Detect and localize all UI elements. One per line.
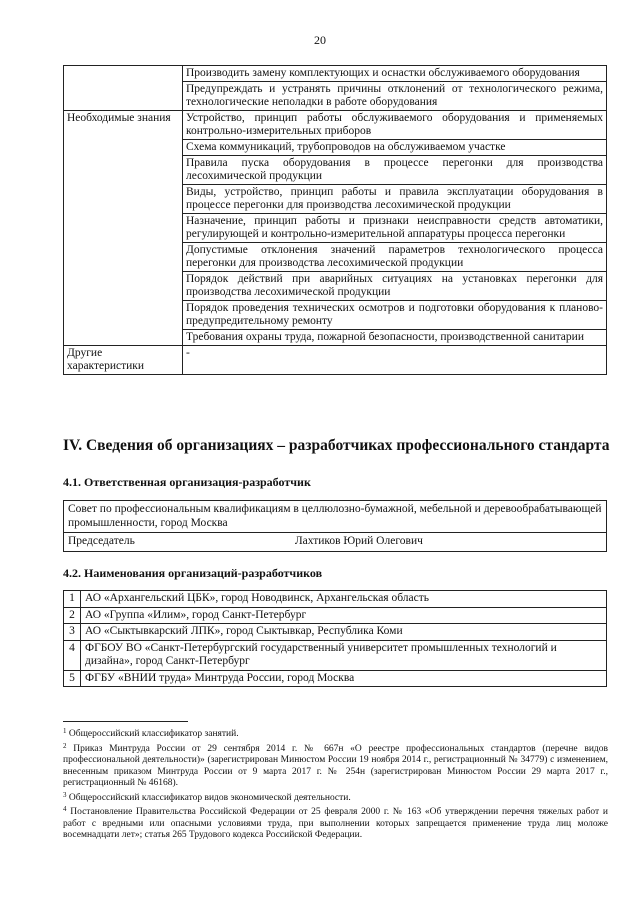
table-row — [64, 533, 607, 552]
table-row — [64, 607, 607, 624]
table-row — [64, 640, 607, 670]
knowledge-item: Порядок действий при аварийных ситуациях на установках перегонки для производства лесохимической продукции — [183, 272, 607, 301]
section-heading: IV. Сведения об организациях – разработчиках профессионального стандарта — [63, 437, 610, 454]
subheading-responsible: 4.1. Ответственная организация-разработчик — [63, 475, 311, 489]
knowledge-item: Назначение, принцип работы и признаки неисправности средств автоматики, регулирующей и контрольно-измерительной аппаратуры процесса перегонки — [183, 214, 607, 243]
row-number: 4 — [64, 640, 81, 670]
row-label — [64, 66, 183, 111]
row-number: 1 — [64, 591, 81, 608]
knowledge-item: Порядок проведения технических осмотров и подготовки оборудования к планово-предупредительному ремонту — [183, 301, 607, 330]
knowledge-item: Схема коммуникаций, трубопроводов на обслуживаемом участке — [183, 140, 607, 156]
chair-cell — [64, 533, 607, 552]
chair-label: Председатель — [68, 535, 135, 547]
responsible-org-table — [63, 500, 607, 552]
organizations-table — [63, 590, 607, 687]
footnote-number: 4 — [63, 805, 67, 813]
footnote-text: Общероссийский классификатор видов экономической деятельности. — [68, 792, 351, 803]
table-row — [64, 501, 607, 533]
organization-name: АО «Группа «Илим», город Санкт-Петербург — [81, 607, 607, 624]
footnotes — [63, 726, 608, 842]
other-item: - — [183, 346, 607, 375]
knowledge-item: Виды, устройство, принцип работы и правила эксплуатации оборудования в процессе перегонки для производства лесохимической продукции — [183, 185, 607, 214]
organization-name: ФГБОУ ВО «Санкт-Петербургский государственный университет промышленных технологий и дизайна», город Санкт-Петербург — [81, 640, 607, 670]
footnote-divider — [63, 721, 188, 722]
row-label-other: Другие характеристики — [64, 346, 183, 375]
footnote — [63, 741, 608, 790]
table-row — [64, 111, 607, 140]
row-label-knowledge: Необходимые знания — [64, 111, 183, 346]
row-number: 2 — [64, 607, 81, 624]
footnote-text: Общероссийский классификатор занятий. — [68, 729, 239, 739]
chair-name: Лахтиков Юрий Олегович — [294, 535, 423, 547]
skills-table — [63, 65, 607, 375]
subheading-organizations: 4.2. Наименования организаций-разработчиков — [63, 566, 323, 580]
table-row — [64, 591, 607, 608]
knowledge-item: Допустимые отклонения значений параметров технологического процесса перегонки для производства лесохимической продукции — [183, 243, 607, 272]
footnote-text: Постановление Правительства Российской Федерации от 25 февраля 2000 г. № 163 «Об утверждении перечня тяжелых работ и работ с вредными или опасными условиями труда, при выполнении которых запрещается применение труда лиц моложе восемнадцати лет»; статья 265 Трудового кодекса Российской Федерации. — [63, 807, 608, 840]
table-row — [64, 66, 607, 82]
footnote-text: Приказ Минтруда России от 29 сентября 2014 г. № 667н «О реестре профессиональных стандартов (перечне видов профессиональной деятельности)» (зарегистрирован Минюстом России 19 ноября 2014 г., регистрационный № 34779) с изменением, внесенным приказом Минтруда России от 9 марта 2017 г. № 254н (зарегистрирован Минюстом России 29 марта 2017 г., регистрационный № 46168). — [63, 743, 609, 788]
table-row — [64, 670, 607, 687]
knowledge-item: Требования охраны труда, пожарной безопасности, производственной санитарии — [183, 330, 607, 346]
skill-item: Производить замену комплектующих и оснастки обслуживаемого оборудования — [183, 66, 607, 82]
organization-name: АО «Сыктывкарский ЛПК», город Сыктывкар, Республика Коми — [81, 624, 607, 641]
footnote-number: 2 — [63, 741, 67, 750]
organization-name: АО «Архангельский ЦБК», город Новодвинск, Архангельская область — [81, 591, 607, 608]
footnote-number: 1 — [63, 727, 67, 735]
footnote — [63, 790, 608, 805]
row-number: 3 — [64, 624, 81, 641]
footnote — [63, 726, 608, 741]
organization-name: Совет по профессиональным квалификациям в целлюлозно-бумажной, мебельной и деревообрабатывающей промышленности, город Москва — [64, 501, 607, 533]
table-row — [64, 346, 607, 375]
row-number: 5 — [64, 670, 81, 687]
skill-item: Предупреждать и устранять причины отклонений от технологического режима, технологические неполадки в работе оборудования — [183, 82, 607, 111]
knowledge-item: Правила пуска оборудования в процессе перегонки для производства лесохимической продукции — [183, 156, 607, 185]
knowledge-item: Устройство, принцип работы обслуживаемого оборудования и применяемых контрольно-измерительных приборов — [183, 111, 607, 140]
footnote — [63, 804, 608, 842]
organization-name: ФГБУ «ВНИИ труда» Минтруда России, город Москва — [81, 670, 607, 687]
table-row — [64, 624, 607, 641]
page-number: 20 — [314, 33, 326, 47]
footnote-number: 3 — [63, 790, 67, 799]
